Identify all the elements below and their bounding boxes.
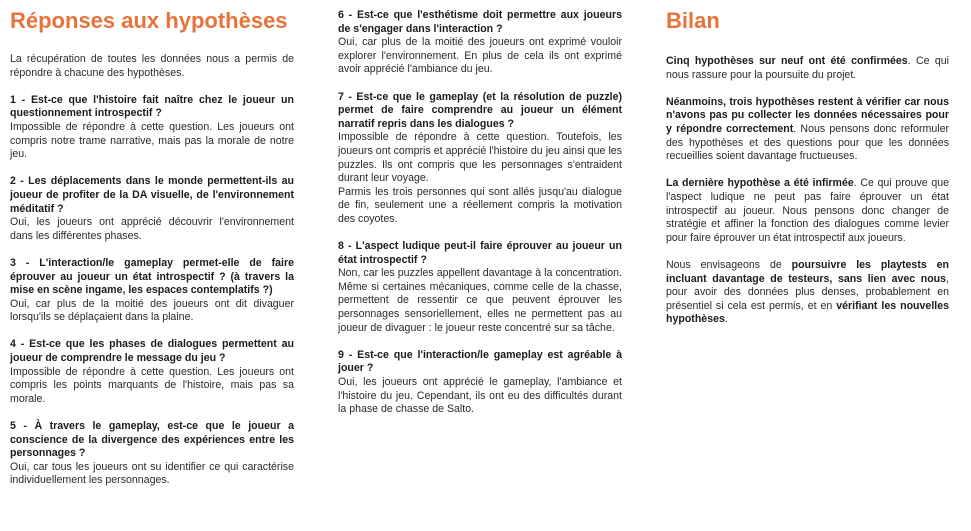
question-title: 3 - L'interaction/le gameplay permet-elle de faire éprouver au joueur un état introspectif ? (à travers la mise en scène ingame, les espaces contemplatifs ?)	[10, 256, 294, 297]
question-block	[10, 94, 294, 162]
question-answer: Impossible de répondre à cette question. Les joueurs ont compris notre trame narrative, mais pas la morale de notre jeu.	[10, 120, 294, 161]
question-title: 6 - Est-ce que l'esthétisme doit permettre aux joueurs de s'engager dans l'interaction ?	[338, 9, 622, 35]
question-title: 9 - Est-ce que l'interaction/le gameplay est agréable à jouer ?	[338, 348, 622, 375]
question-title: 4 - Est-ce que les phases de dialogues permettent au joueur de comprendre le message du jeu ?	[10, 338, 294, 365]
question-answer	[338, 131, 622, 226]
question-title: 2 - Les déplacements dans le monde permettent-ils au joueur de profiter de la DA visuelle, de l'environnement méditatif ?	[10, 175, 294, 215]
question-answer: Oui, les joueurs ont apprécié le gameplay, l'ambiance et l'histoire du jeu. Cependant, ils ont eu des difficultés durant la phase de chasse de Salto.	[338, 376, 622, 416]
question-block	[338, 240, 622, 335]
question-answer: Oui, les joueurs ont apprécié découvrir l'environnement dans les différentes phases.	[10, 216, 294, 242]
question-title: 5 - À travers le gameplay, est-ce que le joueur a conscience de la divergence des expériences entre les personnages ?	[10, 420, 294, 460]
section-title-hypotheses: Réponses aux hypothèses	[10, 8, 288, 33]
question-title: 1 - Est-ce que l'histoire fait naître chez le joueur un questionnement introspectif ?	[10, 93, 294, 120]
bilan-text: . Ce qui prouve que l'aspect ludique ne peut pas faire éprouver un état introspectif au joueur. Nous pensons donc changer de stratégie et affiner la fonction des dialogues comme levier pour faire éprouver un état introspectif aux joueurs.	[666, 177, 950, 244]
question-block	[338, 349, 622, 417]
bilan-highlight: La dernière hypothèse a été infirmée	[666, 177, 854, 190]
section-title-bilan: Bilan	[666, 8, 720, 33]
question-block	[338, 9, 622, 77]
answer-paragraph: Parmis les trois personnes qui sont allés jusqu'au dialogue de fin, seulement une a réellement compris la motivation des coyotes.	[338, 185, 622, 225]
bilan-text: .	[724, 313, 728, 326]
intro-paragraph: La récupération de toutes les données nous a permis de répondre à chacune des hypothèses.	[10, 53, 294, 79]
bilan-paragraph	[666, 55, 949, 82]
bilan-paragraph	[666, 96, 949, 164]
bilan-highlight: Cinq hypothèses sur neuf ont été confirmées	[666, 55, 908, 67]
question-block	[10, 338, 294, 406]
bilan-highlight: poursuivre les playtests en incluant davantage de testeurs, sans lien avec nous	[666, 258, 949, 285]
question-answer: Oui, car plus de la moitié des joueurs ont dit divaguer lorsqu'ils se déplaçaient dans la plaine.	[10, 297, 294, 324]
question-title: 7 - Est-ce que le gameplay (et la résolution de puzzle) permet de faire comprendre au joueur un élément narratif repris dans les dialogues ?	[338, 90, 622, 130]
question-block	[338, 91, 622, 227]
bilan-highlight: Néanmoins, trois hypothèses restent à vérifier car nous n'avons pas pu collecter les données nécessaires pour y répondre correctement	[666, 95, 949, 135]
bilan-text: . Nous pensons donc reformuler des hypothèses et des questions pour que les données recueillies soient davantage fructueuses.	[666, 122, 949, 163]
bilan-paragraph	[666, 177, 949, 245]
column-hypotheses-middle	[338, 9, 622, 417]
question-block	[10, 175, 294, 243]
question-block	[10, 257, 294, 325]
question-title: 8 - L'aspect ludique peut-il faire éprouver au joueur un état introspectif ?	[338, 240, 622, 266]
question-answer: Non, car les puzzles appellent davantage à la concentration. Même si certaines mécaniques, comme celle de la chasse, permettent de ressentir ce que peuvent éprouver les personnages sensoriellement, elles ne permettent pas au joueur de divaguer : le joueur reste concentré sur sa tâche.	[338, 267, 622, 334]
question-block	[10, 420, 294, 488]
answer-paragraph: Impossible de répondre à cette question. Toutefois, les joueurs ont compris et apprécié l'histoire du jeu ainsi que les puzzles. Ils ont compris que les personnages s'entraident durant leur voyage.	[338, 131, 622, 185]
column-bilan	[666, 0, 949, 327]
bilan-paragraph	[666, 259, 949, 327]
bilan-text: Nous envisageons de	[666, 258, 792, 271]
column-hypotheses-left	[10, 0, 294, 488]
question-answer: Oui, car tous les joueurs ont su identifier ce qui caractérise individuellement les personnages.	[10, 460, 294, 487]
bilan-text: , pour avoir des données plus denses, probablement en présentiel si cela est permis, et en	[666, 272, 949, 312]
question-answer: Oui, car plus de la moitié des joueurs ont exprimé vouloir explorer l'environnement. En plus de cela ils ont exprimé avoir apprécié l'ambiance du jeu.	[338, 36, 622, 76]
bilan-text: . Ce qui nous rassure pour la poursuite du projet.	[666, 55, 949, 81]
question-answer: Impossible de répondre à cette question. Les joueurs ont compris les points marquants de l'histoire, mais pas sa morale.	[10, 365, 294, 405]
bilan-highlight: vérifiant les nouvelles hypothèses	[666, 299, 949, 326]
